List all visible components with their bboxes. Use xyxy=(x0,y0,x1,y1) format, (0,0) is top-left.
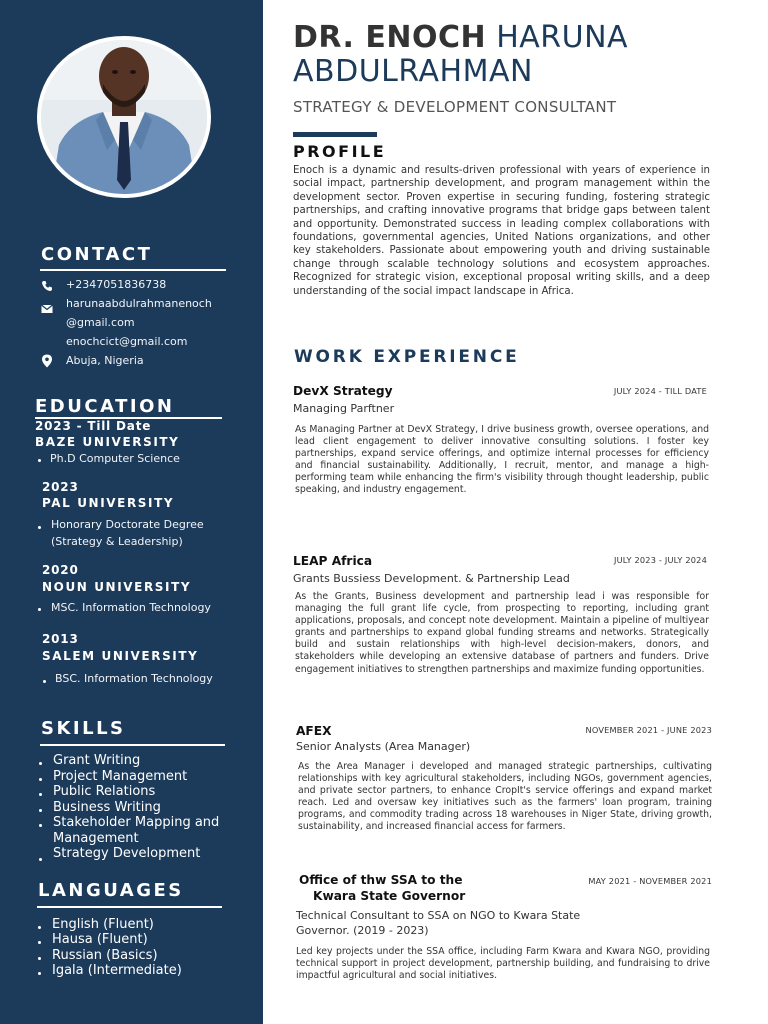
education-year: 2023 - Till Date xyxy=(35,419,152,433)
profile-photo-frame xyxy=(37,36,211,198)
profile-text: Enoch is a dynamic and results-driven professional with years of experience in social impact, partnership development, and program management within the development sector. Proven expertise in securing funding, fostering strategic partnerships, and crafting innovative programs that bridge gaps between talent and opportunity. Demonstrated success in leading complex collaborations with foundations, governmental agencies, United Nations organizations, and other key stakeholders. Passionate about empowering youth and driving sustainable change through scalable technology solutions and ecosystem approaches. Recognized for strategic vision, exceptional proposal writing skills, and a deep understanding of the social impact landscape in Africa. xyxy=(293,165,710,297)
bullet xyxy=(43,680,46,683)
education-school: SALEM UNIVERSITY xyxy=(42,649,199,663)
name-first-rest: HARUNA xyxy=(496,20,629,55)
bullet xyxy=(38,526,41,529)
skills-heading: SKILLS xyxy=(41,718,126,739)
job-company: DevX Strategy xyxy=(293,384,393,398)
contact-location: Abuja, Nigeria xyxy=(66,354,144,367)
job-company: Office of thw SSA to the xyxy=(299,873,463,887)
bullet xyxy=(39,793,42,796)
job-role: Technical Consultant to SSA on NGO to Kwara State xyxy=(296,909,581,922)
contact-email-secondary[interactable]: enochcict@gmail.com xyxy=(66,335,188,348)
skills-divider xyxy=(40,744,225,746)
skill-item: Project Management xyxy=(53,769,188,784)
education-degree: MSC. Information Technology xyxy=(51,601,211,614)
bullet xyxy=(39,824,42,827)
sidebar xyxy=(0,0,263,1024)
contact-divider xyxy=(40,269,226,271)
bullet xyxy=(39,778,42,781)
job-description: Led key projects under the SSA office, including Farm Kwara and Kwara NGO, providing technical support in project development, partnership building, and fundraising to drive impactful agricultural and social initiatives. xyxy=(296,946,710,982)
education-year: 2013 xyxy=(42,632,79,646)
bullet xyxy=(38,459,41,462)
contact-heading: CONTACT xyxy=(41,244,153,265)
skill-item: Stakeholder Mapping and xyxy=(53,815,220,830)
job-date: JULY 2024 - TILL DATE xyxy=(613,386,707,396)
job-date: NOVEMBER 2021 - JUNE 2023 xyxy=(585,725,712,735)
phone-icon xyxy=(41,280,53,292)
profile-heading: PROFILE xyxy=(293,142,387,161)
name-first-bold: DR. ENOCH xyxy=(293,20,487,55)
work-experience-heading: WORK EXPERIENCE xyxy=(294,347,520,367)
skill-item: Strategy Development xyxy=(53,846,201,861)
education-degree: Honorary Doctorate Degree xyxy=(51,518,204,531)
bullet xyxy=(38,926,41,929)
job-description: As the Grants, Business development and partnership lead i was responsible for managing the full grant life cycle, from prospecting to reporting, including grant applications, proposals, and concept note development. Maintain a pipeline of multiyear grants and partnerships to expand global funding streams and networks. Strategically build and sustain relationships with high-level decision-makers, donors, and stakeholders while developing an extensive database of partners and funders. Drive engagement initiatives to strengthen partnerships and maximize funding opportunities. xyxy=(295,591,709,675)
education-heading: EDUCATION xyxy=(35,396,175,417)
bullet xyxy=(39,858,42,861)
job-description: As Managing Partner at DevX Strategy, I drive business growth, oversee operations, and lead client engagement to deliver innovative consulting solutions. I foster key partnerships, expand service offerings, and optimize internal processes for efficiency and financial sustainability. Additionally, I recruit, mentor, and manage a high-performing team while enhancing the firm's visibility through thought leadership, public speaking, and industry engagement. xyxy=(295,424,709,496)
languages-divider xyxy=(37,906,222,908)
contact-email-line-2[interactable]: @gmail.com xyxy=(66,316,135,329)
job-date: MAY 2021 - NOVEMBER 2021 xyxy=(588,876,712,886)
education-school: BAZE UNIVERSITY xyxy=(35,435,180,449)
job-title: STRATEGY & DEVELOPMENT CONSULTANT xyxy=(293,98,617,116)
job-role-continued: Governor. (2019 - 2023) xyxy=(296,924,429,937)
skill-item-continued: Management xyxy=(53,831,139,846)
bullet xyxy=(39,809,42,812)
education-year: 2020 xyxy=(42,563,79,577)
profile-photo xyxy=(41,40,207,194)
education-school: PAL UNIVERSITY xyxy=(42,496,175,510)
name-line-2: ABDULRAHMAN xyxy=(293,54,533,89)
education-degree: Ph.D Computer Science xyxy=(50,452,180,465)
name-line-1 xyxy=(293,20,628,55)
accent-divider xyxy=(293,132,377,137)
job-role: Managing Parftner xyxy=(293,402,395,415)
education-degree-detail: (Strategy & Leadership) xyxy=(51,535,183,548)
job-date: JULY 2023 - JULY 2024 xyxy=(614,555,707,565)
education-school: NOUN UNIVERSITY xyxy=(42,580,192,594)
languages-heading: LANGUAGES xyxy=(38,880,184,901)
job-role: Senior Analysts (Area Manager) xyxy=(296,740,471,753)
job-description: As the Area Manager i developed and managed strategic partnerships, cultivating relationships with key agricultural stakeholders, including NGOs, government agencies, and private sector partners, to enhance CropIt's service offerings and expand market reach. Led and oversaw key initiatives such as the farmers' loan program, training programs, and commodity trading across 18 warehouses in Niger State, driving growth, sustainability, and increased financial access for farmers. xyxy=(298,761,712,833)
contact-email-line-1[interactable]: harunaabdulrahmanenoch xyxy=(66,297,212,310)
bullet xyxy=(38,957,41,960)
bullet xyxy=(38,608,41,611)
job-company: AFEX xyxy=(296,724,332,738)
bullet xyxy=(38,941,41,944)
language-item: Hausa (Fluent) xyxy=(52,932,148,947)
education-year: 2023 xyxy=(42,480,79,494)
language-item: Russian (Basics) xyxy=(52,948,158,963)
language-item: English (Fluent) xyxy=(52,917,154,932)
education-degree: BSC. Information Technology xyxy=(55,672,213,685)
skill-item: Public Relations xyxy=(53,784,156,799)
skill-item: Grant Writing xyxy=(53,753,141,768)
email-icon xyxy=(41,303,53,315)
contact-phone[interactable]: +2347051836738 xyxy=(66,278,167,291)
bullet xyxy=(39,762,42,765)
job-role: Grants Bussiess Development. & Partnership Lead xyxy=(293,572,570,585)
skill-item: Business Writing xyxy=(53,800,161,815)
language-item: Igala (Intermediate) xyxy=(52,963,182,978)
job-company-continued: Kwara State Governor xyxy=(313,889,466,903)
bullet xyxy=(38,972,41,975)
location-pin-icon xyxy=(41,354,53,368)
job-company: LEAP Africa xyxy=(293,554,373,568)
